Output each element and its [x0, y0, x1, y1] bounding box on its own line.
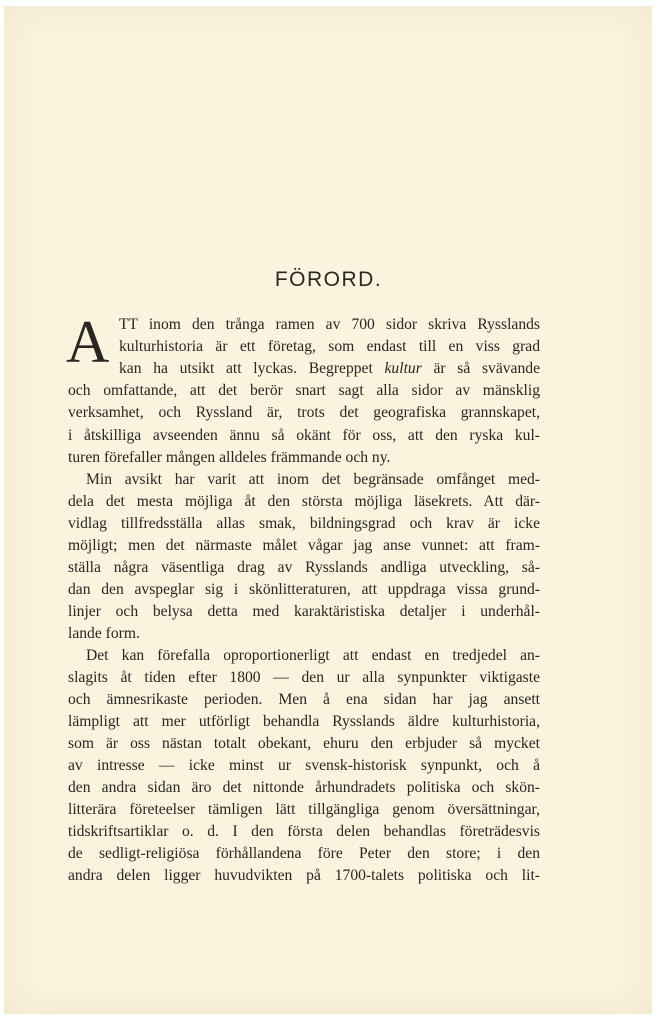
- text-segment: är så svävande: [421, 360, 540, 377]
- text-line: dela det mesta möjliga åt den största möjliga läsekrets. Att där-: [68, 493, 540, 510]
- text-line: dan den avspeglar sig i skönlitteraturen, att uppdraga vissa grund-: [68, 581, 540, 598]
- italic-term: kultur: [384, 360, 422, 377]
- text-line: som är oss nästan totalt obekant, ehuru den erbjuder så mycket: [68, 735, 540, 752]
- text-line: linjer och belysa detta med karaktäristiska detaljer i underhål-: [68, 603, 540, 620]
- text-line: lande form.: [68, 625, 140, 642]
- drop-cap: A: [66, 309, 110, 375]
- text-line: av intresse — icke minst ur svensk-historisk synpunkt, och å: [68, 757, 540, 774]
- text-line: slagits åt tiden efter 1800 — den ur alla synpunkter viktigaste: [68, 669, 540, 686]
- text-line: vidlag tillfredsställa allas smak, bildningsgrad och krav är icke: [68, 515, 540, 532]
- text-line: lämpligt att mer utförligt behandla Rysslands äldre kulturhistoria,: [68, 713, 540, 730]
- text-line: kulturhistoria är ett företag, som endast till en viss grad: [119, 338, 540, 355]
- text-line: tidskriftsartiklar o. d. I den första delen behandlas företrädesvis: [68, 823, 540, 840]
- text-line: de sedligt-religiösa förhållandena före Peter den store; i den: [68, 845, 540, 862]
- text-line: möjligt; men det närmaste målet vågar jag anse vunnet: att fram-: [68, 537, 540, 554]
- text-line: TT inom den trånga ramen av 700 sidor skriva Rysslands: [119, 316, 540, 333]
- text-line: och omfattande, att det berör snart sagt alla sidor av mänsklig: [68, 382, 540, 399]
- text-line: ställa några väsentliga drag av Rysslands andliga utveckling, så-: [68, 559, 540, 576]
- text-line: verksamhet, och Ryssland är, trots det geografiska grannskapet,: [68, 404, 540, 421]
- text-segment: kan ha utsikt att lyckas. Begreppet: [119, 360, 385, 377]
- text-line: och ämnesrikaste perioden. Men å ena sidan har jag ansett: [68, 691, 540, 708]
- text-line: turen förefaller mången alldeles främmande och ny.: [68, 449, 391, 466]
- text-line: i åtskilliga avseenden ännu så okänt för oss, att den ryska kul-: [68, 427, 540, 444]
- text-line: den andra sidan äro det nittonde århundradets politiska och skön-: [68, 779, 540, 796]
- text-line: Min avsikt har varit att inom det begränsade omfånget med-: [86, 471, 540, 488]
- text-line: [119, 358, 540, 380]
- text-line: litterära företeelser tämligen lätt tillgängliga genom översättningar,: [68, 801, 540, 818]
- page-title: FÖRORD.: [274, 268, 383, 291]
- text-line: Det kan förefalla oproportionerligt att endast en tredjedel an-: [86, 647, 540, 664]
- text-line: andra delen ligger huvudvikten på 1700-talets politiska och lit-: [68, 867, 540, 884]
